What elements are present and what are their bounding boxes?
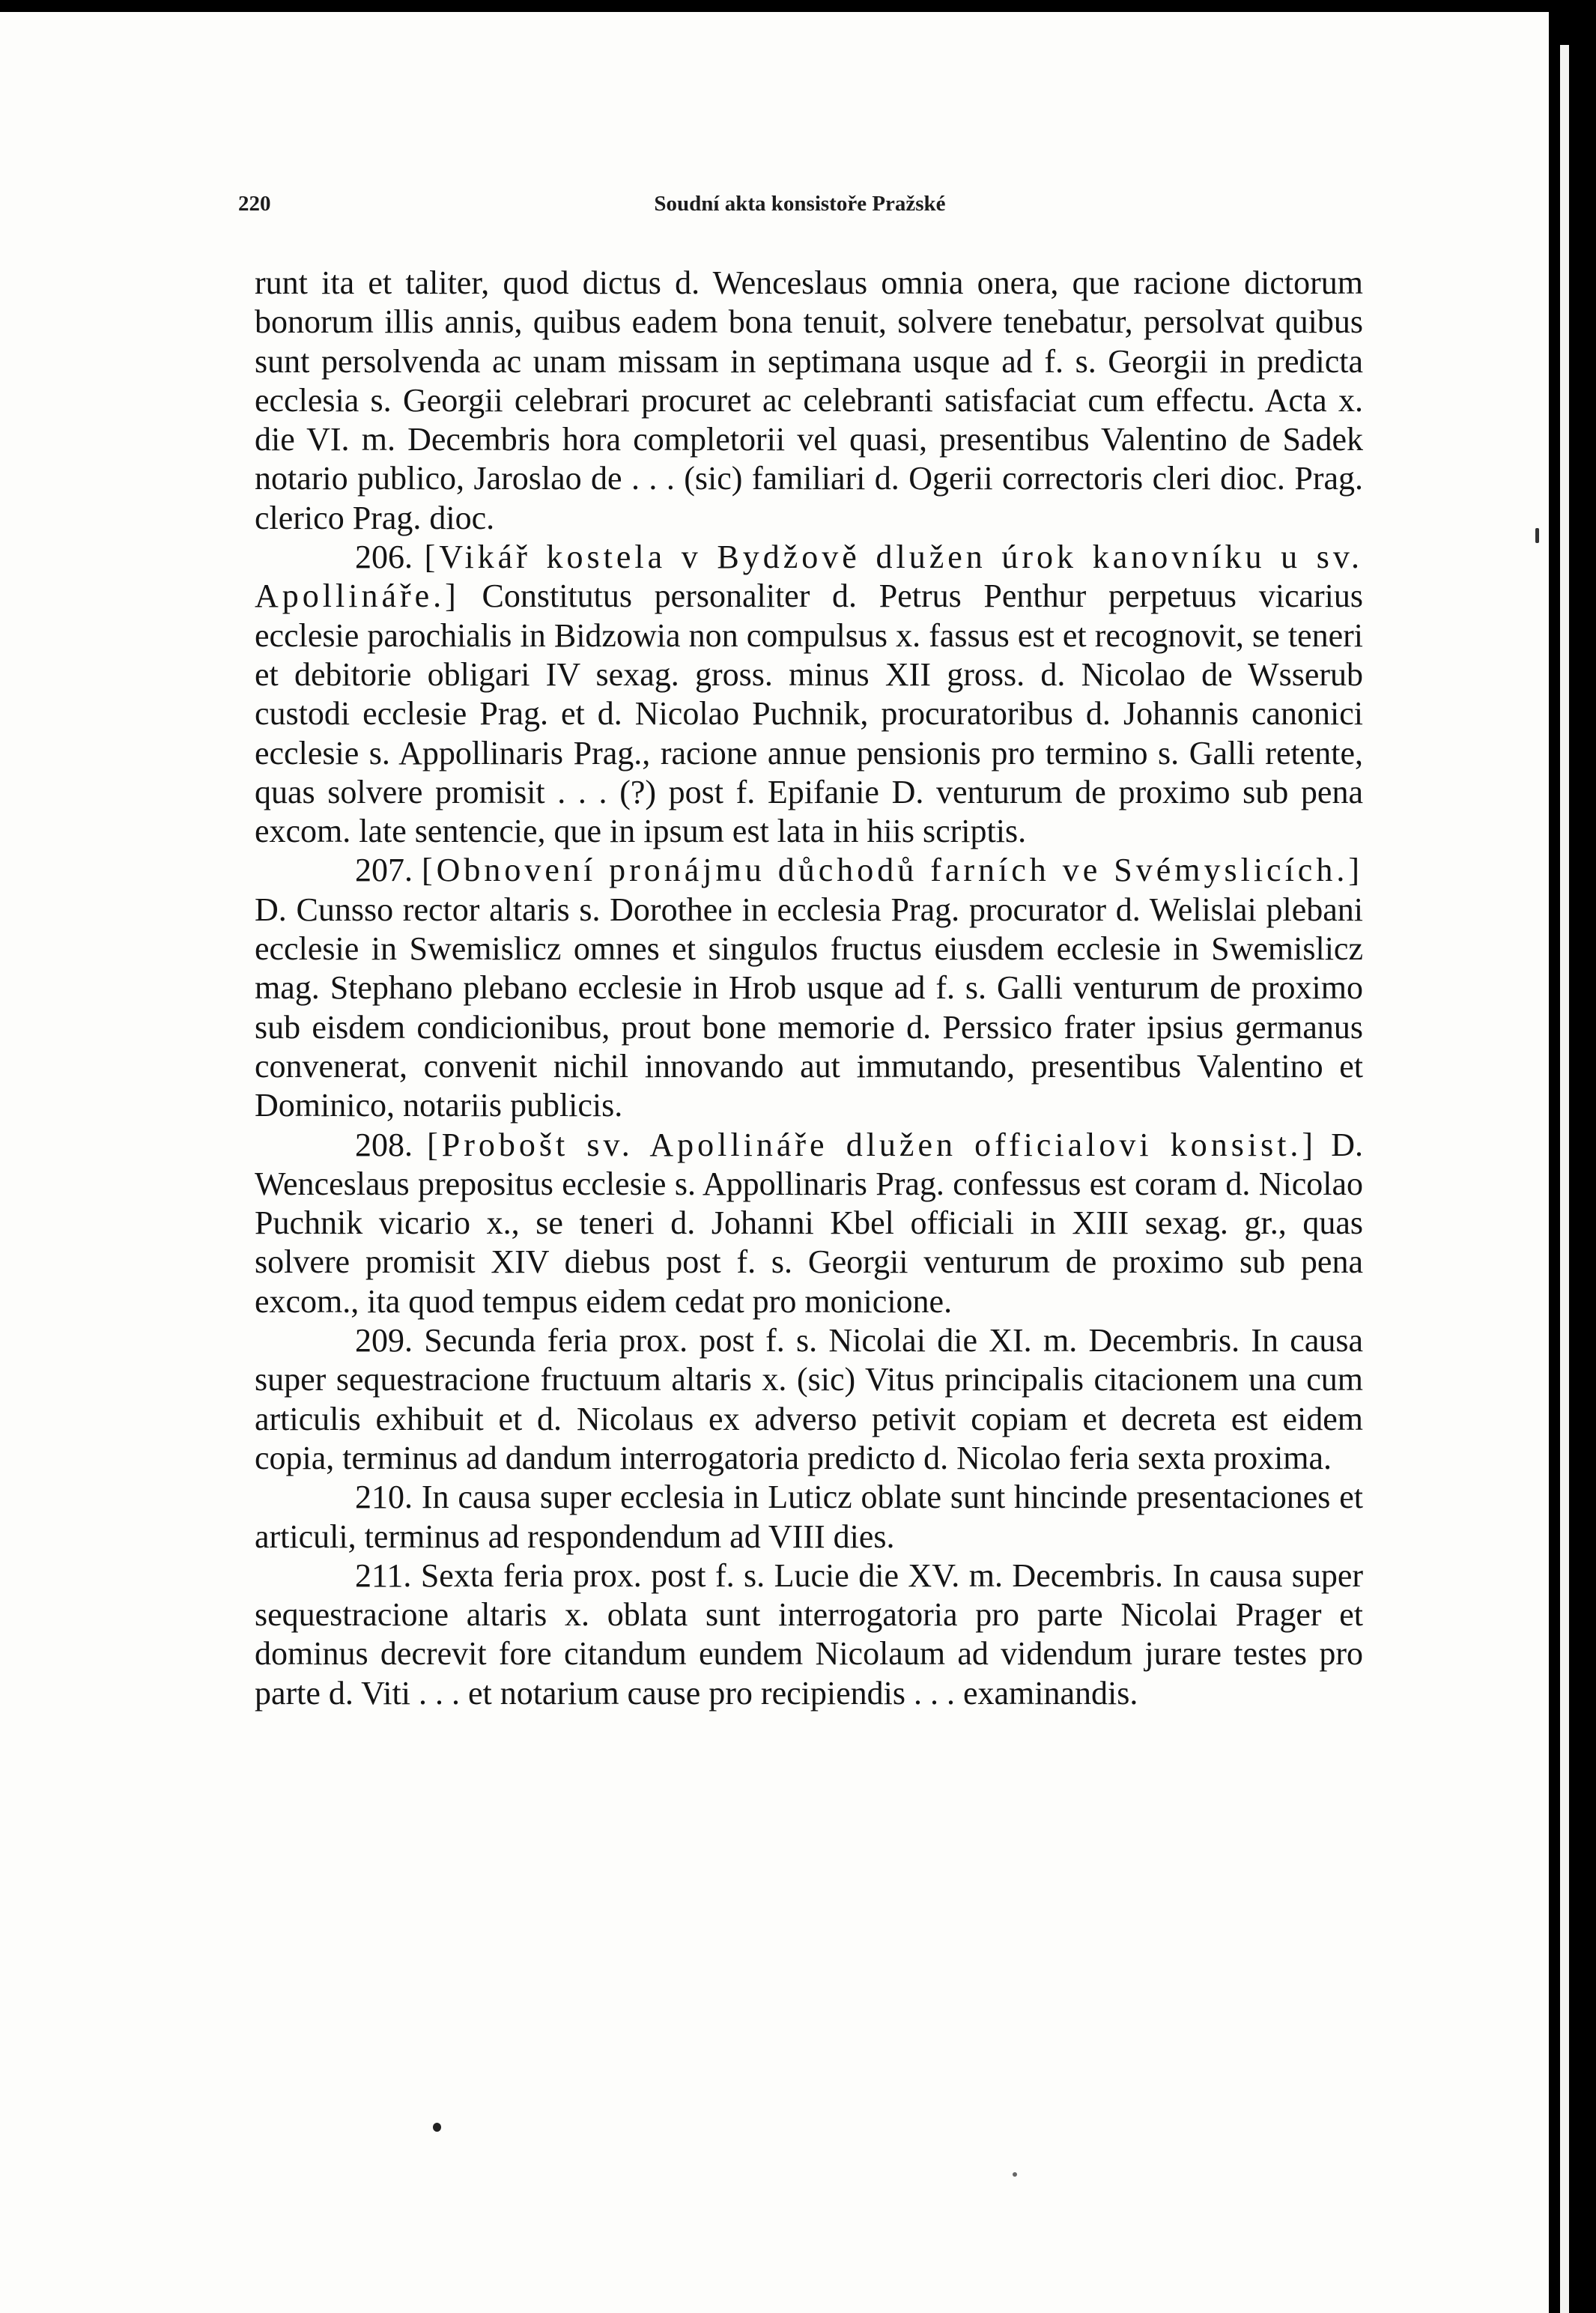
- entry-207: [255, 851, 1363, 1125]
- entry-number: 211.: [355, 1556, 412, 1594]
- entry-body: In causa super ecclesia in Luticz oblate sunt hincinde presentaciones et articuli, terminus ad respondendum ad VIII dies.: [255, 1479, 1364, 1555]
- scan-speck: [1535, 528, 1539, 543]
- entry-number: 209.: [355, 1322, 413, 1359]
- entry-heading: [Vikář kostela v Bydžově dlužen úrok kanovníku u sv. Apollináře.]: [255, 539, 1364, 615]
- continuation-paragraph: runt ita et taliter, quod dictus d. Wenceslaus omnia onera, que racione dictorum bonorum illis annis, quibus eadem bona tenuit, solvere tenebatur, persolvat quibus sunt persolvenda ac unam missam in septimana usque ad f. s. Georgii in predicta ecclesia s. Georgii celebrari procuret ac celebranti satisfaciat cum effectu. Acta x. die VI. m. Decembris hora completorii vel quasi, presentibus Valentino de Sadek notario publico, Jaroslao de . . . (sic) familiari d. Ogerii correctoris cleri dioc. Prag. clerico Prag. dioc.: [255, 264, 1363, 536]
- scan-speck: [433, 2123, 441, 2132]
- page-edge: [1560, 45, 1569, 2313]
- entry-208: [255, 1126, 1363, 1321]
- page-body: [255, 264, 1363, 1713]
- entry-body: D. Wenceslaus prepositus ecclesie s. Appollinaris Prag. confessus est coram d. Nicolao Puchnik vicario x., se teneri d. Johanni Kbel officiali in XIII sexag. gr., quas solvere promisit XIV diebus post f. s. Georgii venturum de proximo sub pena excom., ita quod tempus eidem cedat pro monicione.: [255, 1126, 1364, 1320]
- entry-211: [255, 1556, 1363, 1713]
- entry-heading: [Probošt sv. Apollináře dlužen officialovi konsist.]: [427, 1126, 1317, 1163]
- entry-body: D. Cunsso rector altaris s. Dorothee in ecclesia Prag. procurator d. Welislai plebani ecclesie in Swemislicz omnes et singulos fructus eiusdem ecclesie in Swemislicz mag. Stephano plebano ecclesie in Hrob usque ad f. s. Galli venturum de proximo sub eisdem condicionibus, prout bone memorie d. Perssico frater ipsius germanus convenerat, convenit nichil innovando aut immutando, presentibus Valentino et Dominico, notariis publicis.: [255, 891, 1363, 1124]
- entry-number: 210.: [355, 1479, 413, 1516]
- entry-number: 208.: [355, 1126, 413, 1163]
- entry-206: [255, 538, 1363, 851]
- running-title: Soudní akta konsistoře Pražské: [654, 192, 946, 216]
- page-number: 220: [238, 192, 271, 216]
- entry-body: Sexta feria prox. post f. s. Lucie die XV. m. Decembris. In causa super sequestracione altaris x. oblata sunt interrogatoria pro parte Nicolai Prager et dominus decrevit fore citandum eundem Nicolaum ad videndum jurare testes pro parte d. Viti . . . et notarium cause pro recipiendis . . . examinandis.: [255, 1556, 1364, 1712]
- entry-heading: [Obnovení pronájmu důchodů farních ve Svémyslicích.]: [421, 852, 1363, 889]
- entry-number: 207.: [355, 852, 413, 889]
- entry-210: [255, 1478, 1363, 1556]
- entry-number: 206.: [355, 539, 413, 576]
- entry-body: Secunda feria prox. post f. s. Nicolai die XI. m. Decembris. In causa super sequestracione fructuum altaris x. (sic) Vitus principalis citacionem una cum articulis exhibuit et d. Nicolaus ex adverso petivit copiam et decreta est eidem copia, terminus ad dandum interrogatoria predicto d. Nicolao feria sexta proxima.: [255, 1322, 1364, 1476]
- entry-209: [255, 1321, 1363, 1478]
- entry-body: Constitutus personaliter d. Petrus Penthur perpetuus vicarius ecclesie parochialis in Bidzowia non compulsus x. fassus est et recognovit, se teneri et debitorie obligari IV sexag. gross. minus XII gross. d. Nicolao de Wsserub custodi ecclesie Prag. et d. Nicolao Puchnik, procuratoribus d. Johannis canonici ecclesie s. Appollinaris Prag., racione annue pensionis pro termino s. Galli retente, quas solvere promisit . . . (?) post f. Epifanie D. venturum de proximo sub pena excom. late sentencie, que in ipsum est lata in hiis scriptis.: [255, 578, 1363, 850]
- scan-speck: [1013, 2172, 1017, 2177]
- running-header: [238, 192, 1362, 222]
